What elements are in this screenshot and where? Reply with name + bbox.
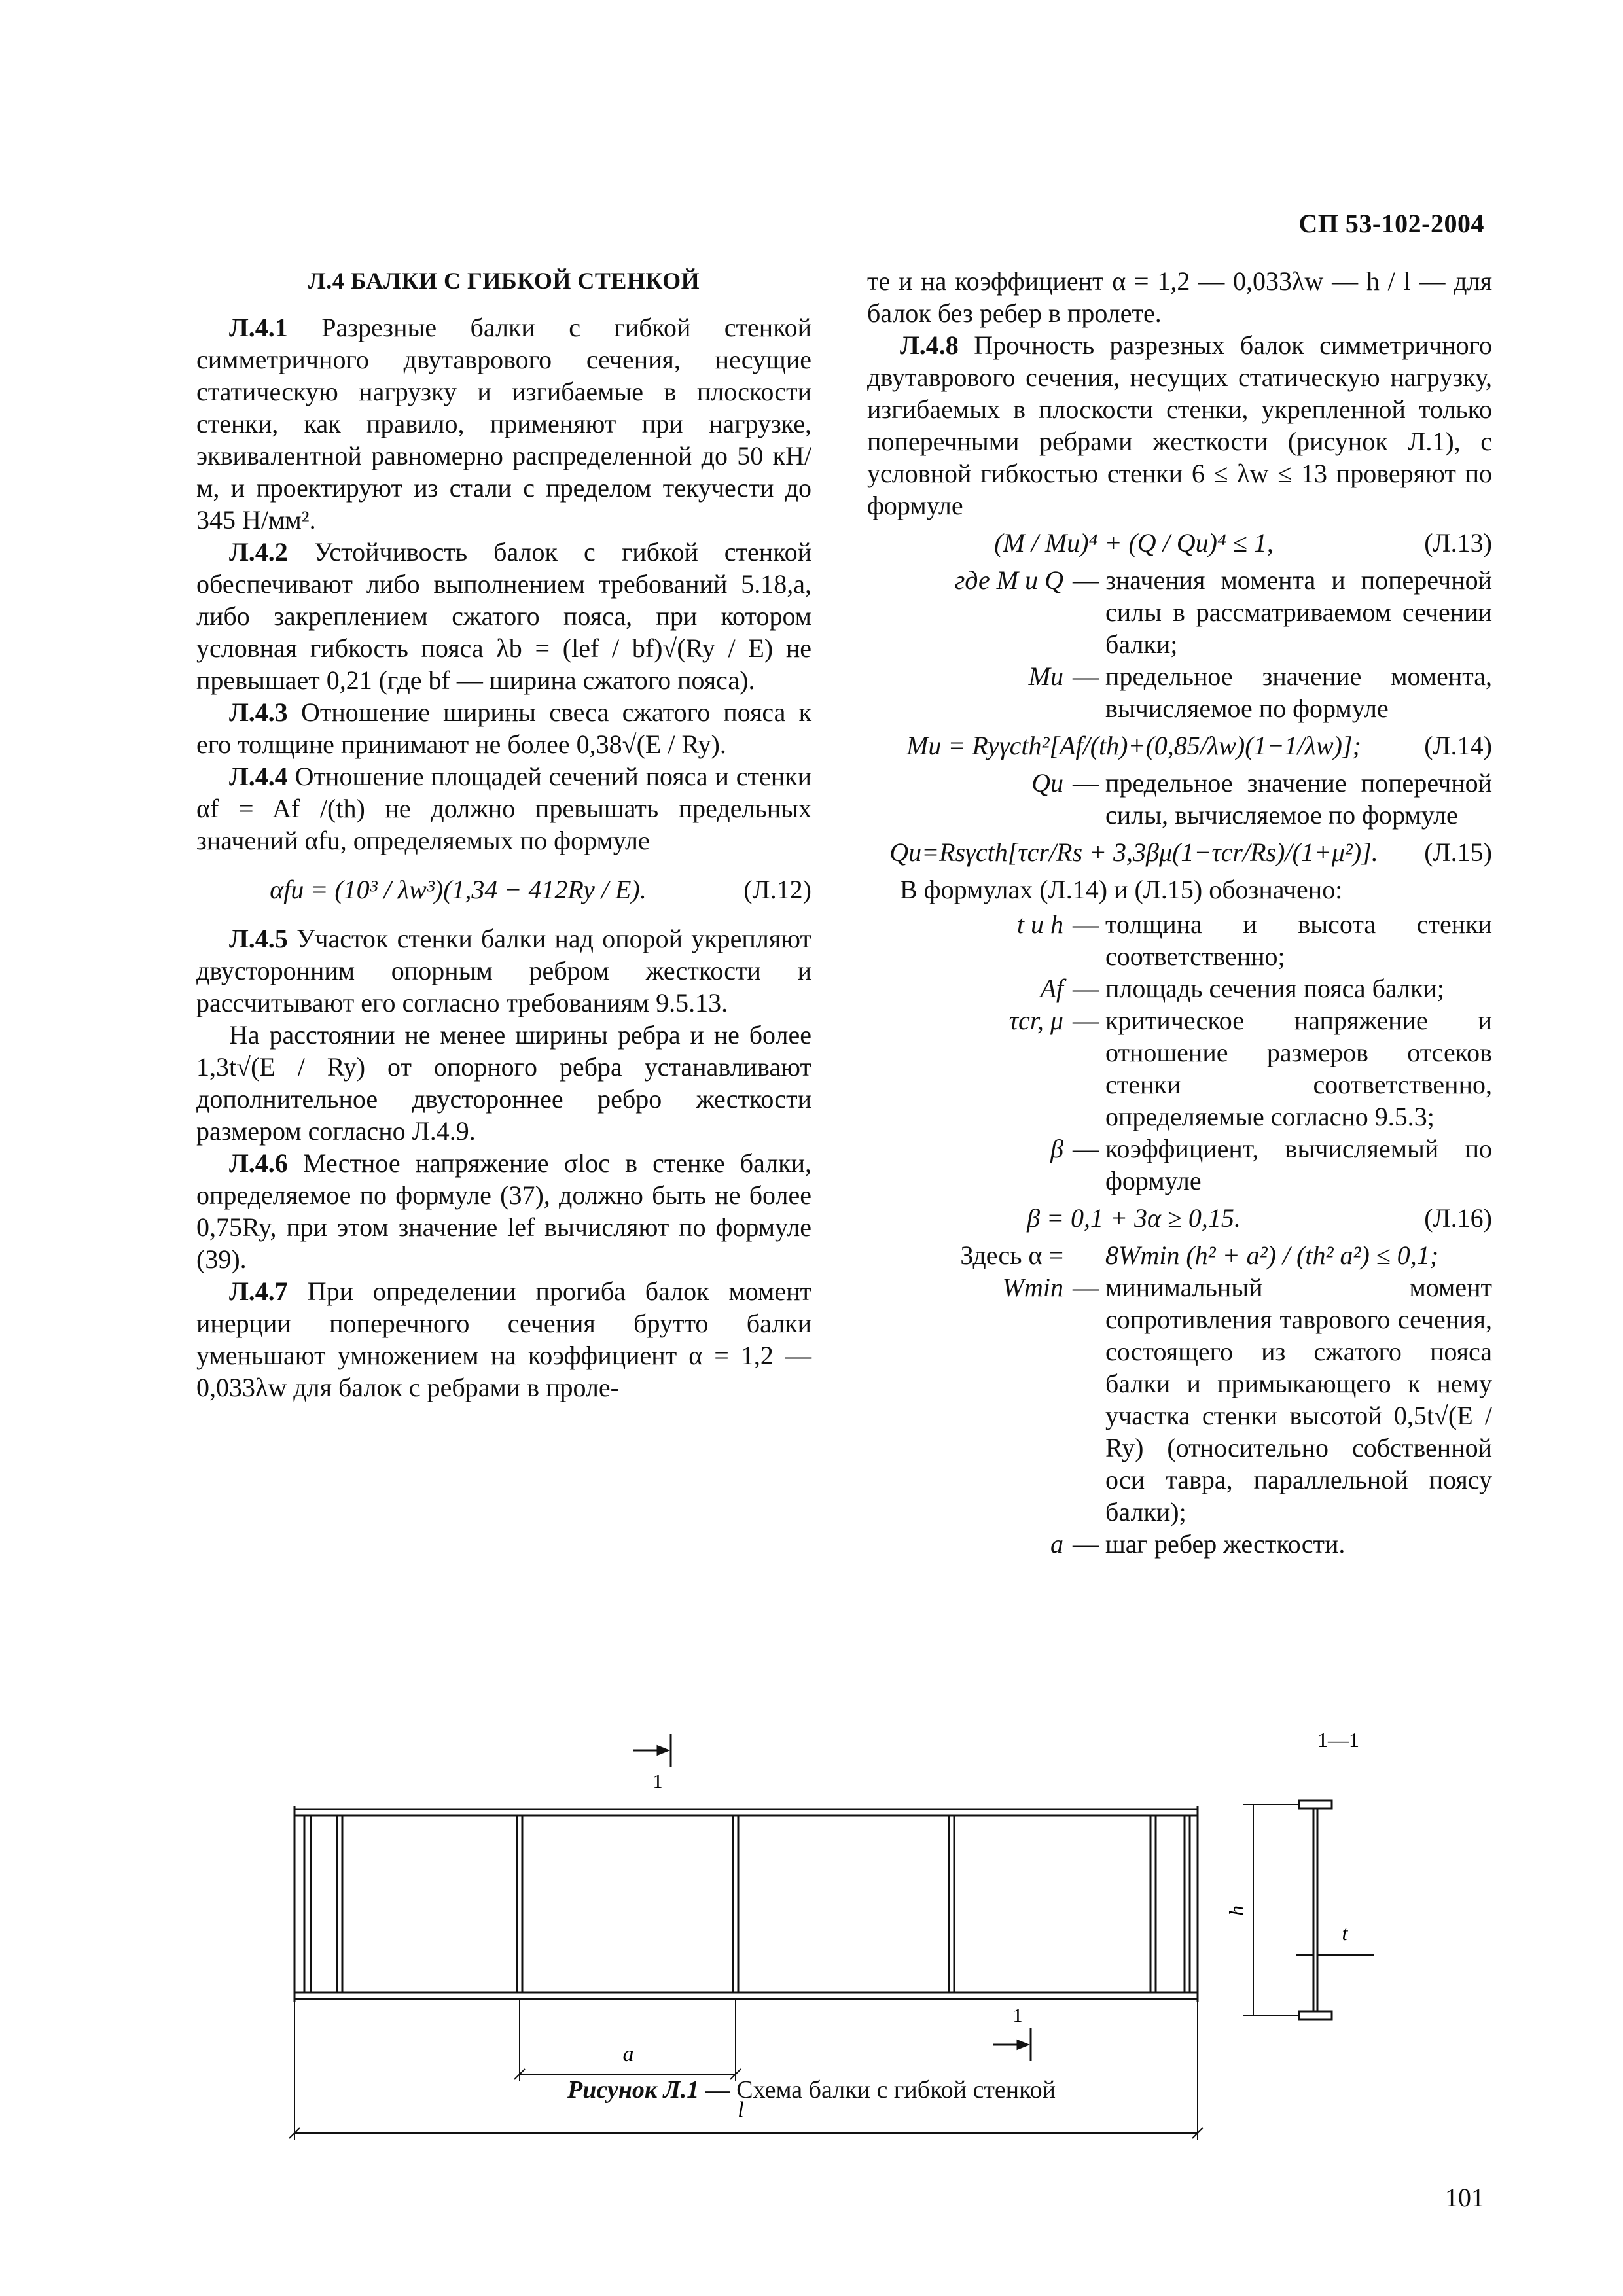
paragraph-l44: Л.4.4 Отношение площадей сечений пояса и стенки αf = Af /(th) не должно превышать предельных значений αfu, определяемых по формуле bbox=[196, 762, 812, 855]
dimension-l-label: l bbox=[738, 2098, 744, 2122]
paragraph-l43: Л.4.3 Отношение ширины свеса сжатого пояса к его толщине принимают не более 0,38√(E / Ry). bbox=[196, 698, 812, 759]
paragraph-l45: Л.4.5 Участок стенки балки над опорой укрепляют двусторонним опорным ребром жесткости и рассчитывают его согласно требованиям 9.5.13. bbox=[196, 924, 812, 1017]
paragraph-l41: Л.4.1 Разрезные балки с гибкой стенкой симметричного двутаврового сечения, несущие статическую нагрузку и изгибаемые в плоскости стенки, как правило, применяют при нагрузке, эквивалентной равномерно распределенной до 50 кН/м, и проектируют из стали с пределом текучести до 345 Н/мм². bbox=[196, 313, 812, 535]
definition-row: Mu — предельное значение момента, вычисляемое по формуле bbox=[1028, 662, 1492, 723]
definition-row: a — шаг ребер жесткости. bbox=[1050, 1529, 1346, 1559]
paragraph-l47-continued: те и на коэффициент α = 1,2 — 0,033λw — h / l — для балок без ребер в пролете. bbox=[867, 266, 1492, 328]
definitions-3 bbox=[867, 908, 1492, 1197]
dimension-h-label: h bbox=[1224, 1905, 1248, 1916]
definition-row: Qu — предельное значение поперечной силы, вычисляемое по формуле bbox=[1031, 768, 1492, 830]
definitions-2 bbox=[867, 767, 1492, 831]
figure-caption: Рисунок Л.1 — Схема балки с гибкой стенкой bbox=[567, 2076, 1056, 2104]
dimension-a-label: a bbox=[622, 2042, 634, 2066]
paragraph-l46: Л.4.6 Местное напряжение σloc в стенке балки, определяемое по формуле (37), должно быть не более 0,75Ry, при этом значение lef вычисляют по формуле (39). bbox=[196, 1148, 812, 1274]
paragraph-l47: Л.4.7 При определении прогиба балок момент инерции поперечного сечения брутто балки уменьшают умножением на коэффициент α = 1,2 — 0,033λw для балок с ребрами в проле- bbox=[196, 1277, 812, 1402]
beam-elevation bbox=[294, 1806, 1198, 2002]
i-section bbox=[1299, 1801, 1332, 2019]
paragraph-l48: Л.4.8 Прочность разрезных балок симметричного двутаврового сечения, несущих статическую нагрузку, изгибаемых в плоскости стенки, укрепленной только поперечными ребрами жесткости (рисунок Л.1), с условной гибкостью стенки 6 ≤ λw ≤ 13 проверяют по формуле bbox=[867, 330, 1492, 520]
definition-row: Здесь α = 8Wmin (h² + a²) / (th² a²) ≤ 0,1; bbox=[960, 1241, 1439, 1270]
definition-row: β — коэффициент, вычисляемый по формуле bbox=[1050, 1134, 1492, 1195]
right-column bbox=[867, 265, 1492, 1563]
dimension-t-label: t bbox=[1342, 1921, 1348, 1945]
formula-l12: αfu = (10³ / λw³)(1,34 − 412Ry / E). (Л.12) bbox=[270, 875, 812, 904]
definition-row: t и h — толщина и высота стенки соответственно; bbox=[1016, 910, 1492, 971]
section-title: Л.4 БАЛКИ С ГИБКОЙ СТЕНКОЙ bbox=[308, 268, 700, 294]
section-cut-bottom-label: 1 bbox=[1012, 2005, 1023, 2026]
dimension-a bbox=[514, 1999, 741, 2081]
definitions-intro: В формулах (Л.14) и (Л.15) обозначено: bbox=[900, 875, 1343, 904]
section-label: 1—1 bbox=[1317, 1728, 1359, 1752]
definitions-4 bbox=[867, 1239, 1492, 1560]
definition-row: τcr, μ — критическое напряжение и отношение размеров отсеков стенки соответственно, определяемые согласно 9.5.3; bbox=[1008, 1006, 1492, 1131]
definition-row: Wmin — минимальный момент сопротивления таврового сечения, состоящего из сжатого пояса балки и примыкающего к нему участка стенки высотой 0,5t√(E / Ry) (относительно собственной оси тавра, параллельной поясу балки); bbox=[1002, 1273, 1492, 1527]
page-number: 101 bbox=[1445, 2183, 1484, 2212]
dimension-l bbox=[289, 2002, 1203, 2140]
section-cut-top bbox=[633, 1734, 671, 1767]
document-code: СП 53-102-2004 bbox=[1298, 209, 1484, 238]
paragraph-l45b: На расстоянии не менее ширины ребра и не более 1,3t√(E / Ry) от опорного ребра устанавливают дополнительное двустороннее ребро жесткости размером согласно Л.4.9. bbox=[196, 1020, 812, 1146]
paragraph-l42: Л.4.2 Устойчивость балок с гибкой стенкой обеспечивают либо выполнением требований 5.18,а, либо закреплением сжатого пояса, при котором условная гибкость пояса λb = (lef / bf)√(Ry / E) не превышает 0,21 (где bf — ширина сжатого пояса). bbox=[196, 537, 812, 695]
formula-l14: Mu = Ryγcth²[Af/(th)+(0,85/λw)(1−1/λw)]; (Л.14) bbox=[906, 731, 1492, 760]
section-cut-bottom bbox=[993, 2028, 1031, 2061]
formula-l15: Qu=Rsγcth[τcr/Rs + 3,3βμ(1−τcr/Rs)/(1+μ²)]. (Л.15) bbox=[889, 838, 1492, 867]
definitions-1 bbox=[867, 564, 1492, 724]
definition-row: Af — площадь сечения пояса балки; bbox=[1040, 974, 1445, 1003]
dimension-h bbox=[1243, 1805, 1299, 2015]
definition-row: где M и Q — значения момента и поперечной силы в рассматриваемом сечении балки; bbox=[954, 565, 1492, 659]
formula-l16: β = 0,1 + 3α ≥ 0,15. (Л.16) bbox=[1027, 1203, 1492, 1233]
formula-l13: (M / Mu)⁴ + (Q / Qu)⁴ ≤ 1, (Л.13) bbox=[994, 528, 1492, 557]
section-cut-top-label: 1 bbox=[652, 1771, 663, 1792]
left-column bbox=[196, 265, 812, 1404]
